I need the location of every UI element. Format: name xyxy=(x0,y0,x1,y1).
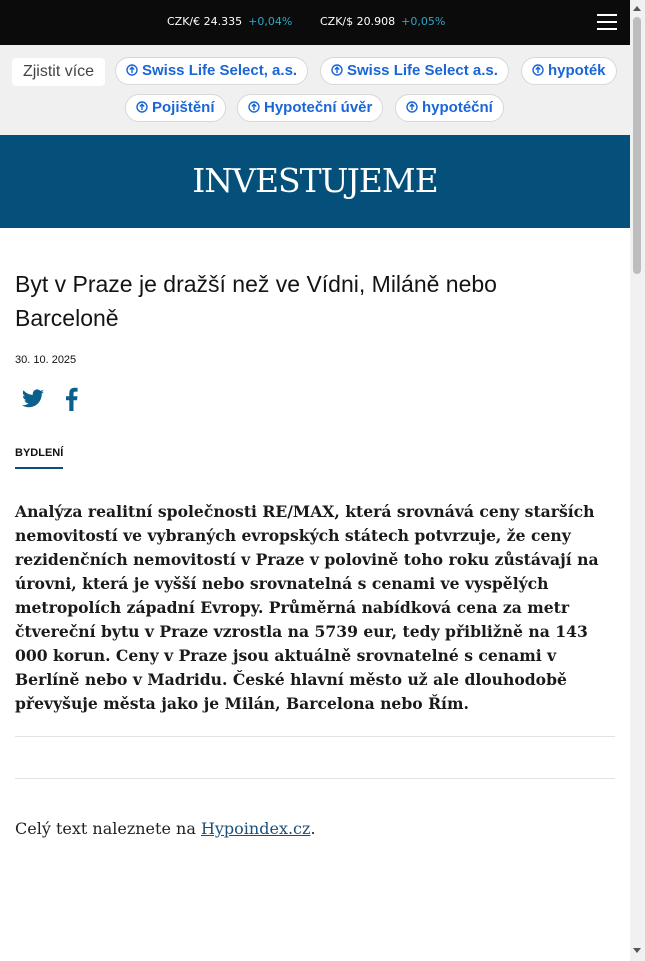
ticker-pair: CZK/$ 20.908 xyxy=(320,15,396,28)
brand-banner xyxy=(0,135,630,228)
hamburger-menu-icon[interactable] xyxy=(597,14,617,30)
arrow-circle-icon xyxy=(136,101,148,113)
currency-ticker-bar xyxy=(0,0,630,45)
article-title: Byt v Praze je dražší než ve Vídni, Miláně nebo Barceloně xyxy=(15,271,497,331)
ad-pill-hypotek[interactable] xyxy=(521,57,617,85)
arrow-circle-icon xyxy=(331,64,343,76)
scrollbar-thumb[interactable] xyxy=(633,17,641,274)
facebook-icon[interactable] xyxy=(62,387,80,411)
pill-label: hypotéční xyxy=(422,99,493,116)
ticker-change: +0,05% xyxy=(401,15,446,28)
learn-more-button[interactable]: Zjistit více xyxy=(12,58,105,86)
ad-pill-swiss-life-1[interactable] xyxy=(115,57,308,85)
ticker-item-eur xyxy=(167,15,292,28)
pill-label: Swiss Life Select, a.s. xyxy=(142,62,298,79)
pill-label: hypoték xyxy=(548,62,606,79)
ticker-change: +0,04% xyxy=(248,15,293,28)
ad-pill-swiss-life-2[interactable] xyxy=(320,57,509,85)
ticker-item-usd xyxy=(320,15,445,28)
source-note-prefix: Celý text naleznete na xyxy=(15,819,201,838)
twitter-icon[interactable] xyxy=(21,387,45,411)
article-date: 30. 10. 2025 xyxy=(15,354,77,366)
ad-keyword-strip xyxy=(0,45,630,135)
arrow-circle-icon xyxy=(126,64,138,76)
source-note xyxy=(15,819,316,838)
scrollbar[interactable] xyxy=(630,0,645,961)
article-lead: Analýza realitní společnosti RE/MAX, která srovnává ceny starších nemovitostí ve vybraných evropských státech potvrzuje, že ceny rezidenčních nemovitostí v Praze v polovině toho roku zůstávají na úrovni, která je vyšší nebo srovnatelná s cenami ve vyspělých metropolích západní Evropy. Průměrná nabídková cena za metr čtvereční bytu v Praze vzrostla na 5739 eur, tedy přibližně na 143 000 korun. Ceny v Praze jsou aktuálně srovnatelné s cenami v Berlíně nebo v Madridu. České hlavní město už ale dlouhodobě převyšuje města jako je Milán, Barcelona nebo Řím. xyxy=(15,502,599,713)
source-note-suffix: . xyxy=(310,819,316,838)
site-logo[interactable]: INVESTUJEME xyxy=(192,161,438,200)
ad-pill-pojisteni[interactable] xyxy=(125,94,226,122)
divider xyxy=(15,778,615,779)
pill-label: Swiss Life Select a.s. xyxy=(347,62,498,79)
ad-pill-hypotecni[interactable] xyxy=(395,94,504,122)
arrow-circle-icon xyxy=(248,101,260,113)
source-link[interactable]: Hypoindex.cz xyxy=(200,819,311,838)
ticker-pair: CZK/€ 24.335 xyxy=(167,15,243,28)
arrow-circle-icon xyxy=(406,101,418,113)
scroll-down-arrow-icon[interactable] xyxy=(633,948,641,953)
arrow-circle-icon xyxy=(532,64,544,76)
pill-label: Pojištění xyxy=(152,99,215,116)
category-tag[interactable]: BYDLENÍ xyxy=(15,447,63,469)
divider xyxy=(15,736,615,737)
ad-pill-hypotecni-uver[interactable] xyxy=(237,94,383,122)
pill-label: Hypoteční úvěr xyxy=(264,99,373,116)
scroll-up-arrow-icon[interactable] xyxy=(633,6,641,11)
